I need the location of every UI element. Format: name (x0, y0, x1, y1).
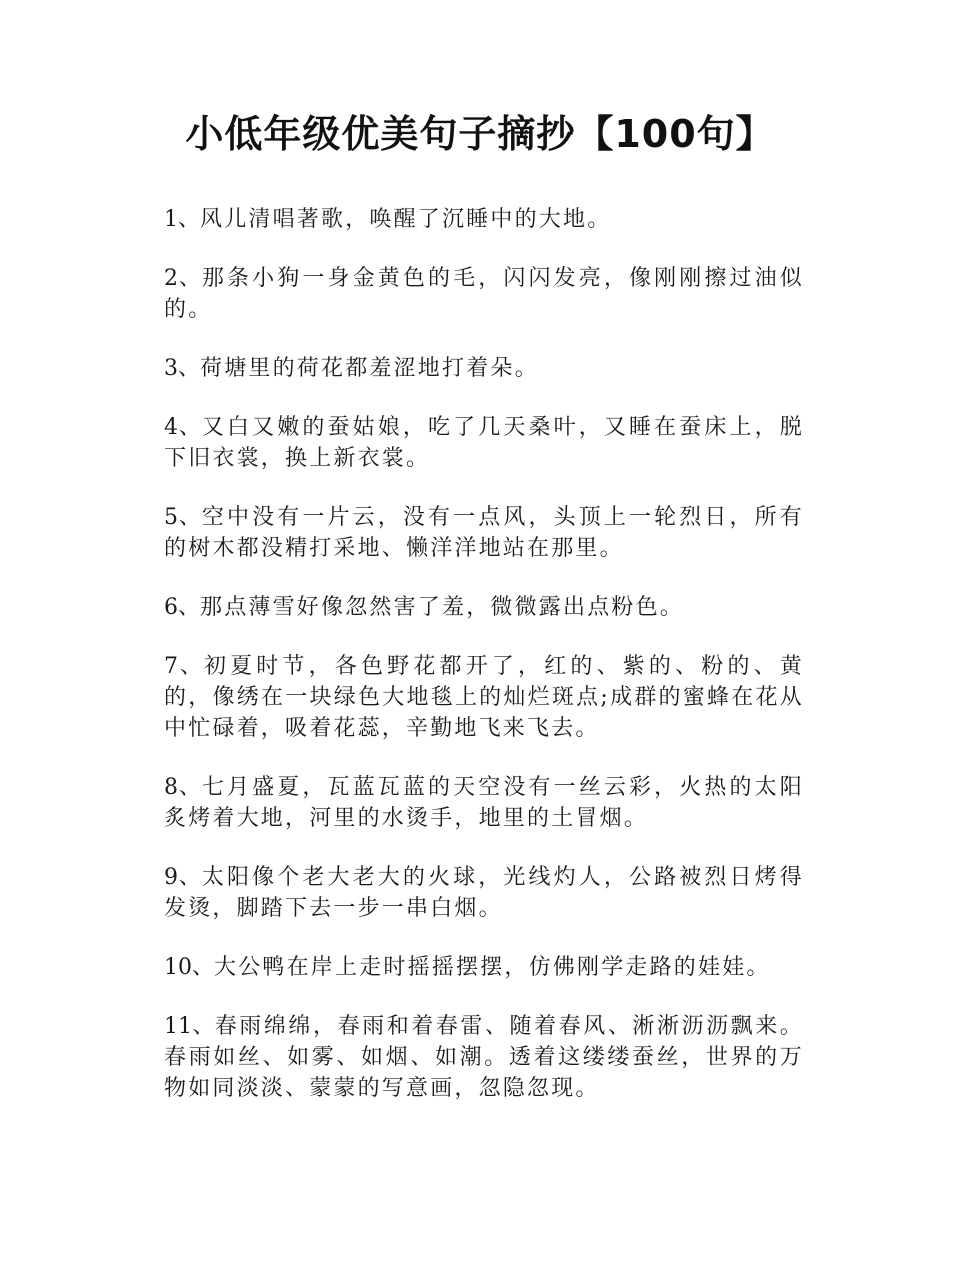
sentence-text: 那点薄雪好像忽然害了羞，微微露出点粉色。 (200, 595, 685, 620)
sentence-number: 8、 (164, 775, 202, 800)
sentence-number: 10、 (164, 955, 214, 980)
sentence-item-2 (164, 263, 804, 325)
sentence-text: 风儿清唱著歌，唤醒了沉睡中的大地。 (200, 207, 612, 232)
page-title: 小低年级优美句子摘抄【100句】 (185, 112, 775, 156)
sentence-text: 太阳像个老大老大的火球，光线灼人，公路被烈日烤得发烫，脚踏下去一步一串白烟。 (164, 865, 804, 921)
sentence-text: 大公鸭在岸上走时摇摇摆摆，仿佛刚学走路的娃娃。 (214, 955, 771, 980)
sentence-item-9 (164, 862, 804, 924)
sentence-number: 11、 (164, 1014, 215, 1039)
sentence-number: 3、 (164, 356, 200, 381)
sentence-text: 七月盛夏，瓦蓝瓦蓝的天空没有一丝云彩，火热的太阳炙烤着大地，河里的水烫手，地里的土冒烟。 (164, 775, 804, 831)
sentence-number: 1、 (164, 207, 200, 232)
sentence-number: 4、 (164, 415, 202, 440)
sentence-text: 春雨绵绵，春雨和着春雷、随着春风、淅淅沥沥飘来。春雨如丝、如雾、如烟、如潮。透着这缕缕蚕丝，世界的万物如同淡淡、蒙蒙的写意画，忽隐忽现。 (164, 1014, 804, 1101)
sentence-item-7 (164, 651, 804, 744)
sentence-number: 5、 (164, 505, 202, 530)
sentence-text: 又白又嫩的蚕姑娘，吃了几天桑叶，又睡在蚕床上，脱下旧衣裳，换上新衣裳。 (164, 415, 804, 471)
sentence-number: 9、 (164, 865, 202, 890)
sentence-text: 空中没有一片云，没有一点风，头顶上一轮烈日，所有的树木都没精打采地、懒洋洋地站在那里。 (164, 505, 804, 561)
sentence-number: 6、 (164, 595, 200, 620)
sentence-item-8 (164, 772, 804, 834)
sentence-item-11 (164, 1011, 804, 1104)
sentence-number: 2、 (164, 266, 202, 291)
sentence-text: 初夏时节，各色野花都开了，红的、紫的、粉的、黄的，像绣在一块绿色大地毯上的灿烂斑点;成群的蜜蜂在花从中忙碌着，吸着花蕊，辛勤地飞来飞去。 (164, 654, 804, 741)
sentence-item-3 (164, 353, 804, 384)
sentence-item-4 (164, 412, 804, 474)
sentence-text: 荷塘里的荷花都羞涩地打着朵。 (200, 356, 539, 381)
sentence-item-5 (164, 502, 804, 564)
sentence-item-10 (164, 952, 804, 983)
sentence-number: 7、 (164, 654, 204, 679)
sentence-item-6 (164, 592, 804, 623)
sentence-item-1 (164, 204, 804, 235)
sentence-text: 那条小狗一身金黄色的毛，闪闪发亮，像刚刚擦过油似的。 (164, 266, 804, 322)
sentence-list (164, 204, 804, 1132)
